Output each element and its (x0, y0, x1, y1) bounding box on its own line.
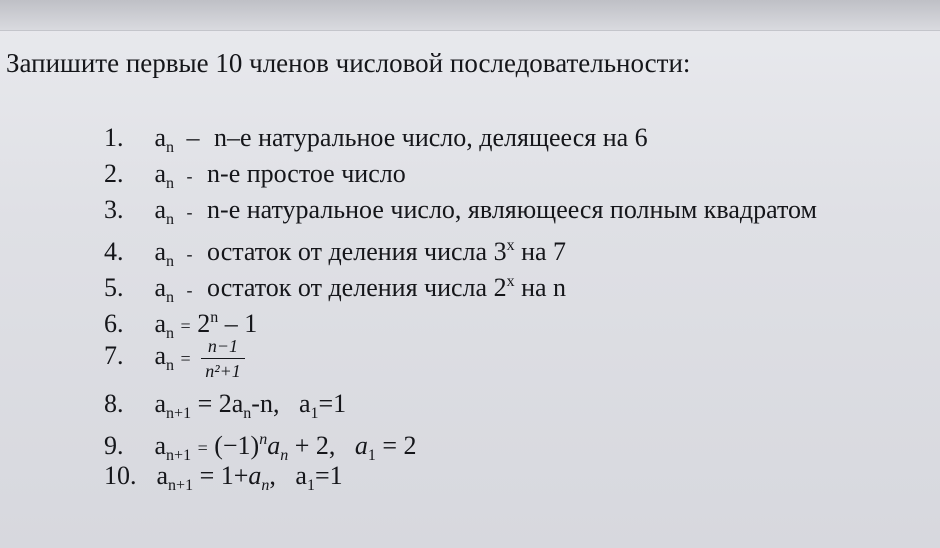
item-number: 4. (104, 237, 124, 266)
sequence-list (104, 120, 934, 494)
term-symbol: $a_n$ (154, 273, 175, 306)
term-symbol: $a_n$ (154, 341, 175, 375)
term-symbol: $a_n$ (154, 159, 175, 192)
separator: – (186, 123, 200, 152)
formula: 2$^n$ – 1 (197, 309, 258, 338)
list-item (104, 422, 934, 464)
initial-condition: $a_1=1$ (295, 461, 343, 494)
fraction-numerator: n−1 (201, 336, 245, 359)
equals-sign: = (199, 461, 215, 490)
item-number: 7. (104, 341, 124, 371)
item-text: остаток от деления числа 2$^x$ на n (207, 273, 567, 302)
list-item (104, 458, 934, 494)
item-number: 5. (104, 273, 124, 302)
initial-condition: $a_1 = 2$ (354, 431, 417, 464)
top-edge (0, 0, 940, 31)
list-item (104, 386, 934, 422)
item-number: 10. (104, 461, 137, 490)
formula: $1+a_n$, (220, 461, 276, 494)
item-number: 9. (104, 431, 124, 460)
term-symbol: $a_{n+1}$ (156, 461, 194, 494)
item-number: 8. (104, 389, 124, 418)
fraction-denominator: n²+1 (205, 361, 241, 381)
formula: $2a_n-n$, (218, 389, 280, 422)
term-symbol: $a_n$ (154, 237, 175, 270)
list-item (104, 300, 934, 342)
equals-sign: = (197, 438, 208, 458)
formula: $(-1)^na_n + 2$, (214, 431, 336, 464)
term-symbol: $a_{n+1}$ (154, 431, 192, 464)
term-symbol: $a_n$ (154, 123, 175, 156)
list-item (104, 156, 934, 192)
term-symbol: $a_n$ (154, 195, 175, 228)
list-item (104, 336, 934, 386)
separator: - (186, 280, 193, 300)
equals-sign: = (180, 348, 191, 369)
item-text: n-е простое число (207, 159, 406, 188)
item-text: остаток от деления числа 3$^x$ на 7 (207, 237, 567, 266)
separator: - (186, 202, 193, 222)
item-number: 2. (104, 159, 124, 188)
list-item (104, 264, 934, 306)
list-item (104, 228, 934, 270)
item-number: 3. (104, 195, 124, 224)
list-item (104, 192, 934, 228)
item-text: n–е натуральное число, делящееся на 6 (214, 123, 648, 152)
term-symbol: $a_n$ (154, 309, 175, 342)
equals-sign: = (197, 389, 213, 418)
initial-condition: $a_1=1$ (298, 389, 347, 422)
term-symbol: $a_{n+1}$ (154, 389, 192, 422)
separator: - (186, 166, 193, 186)
separator: - (186, 244, 193, 264)
fraction (201, 336, 245, 381)
item-number: 1. (104, 123, 124, 152)
page-title: Запишите первые 10 членов числовой последовательности: (6, 48, 691, 78)
item-text: n-е натуральное число, являющееся полным квадратом (207, 195, 817, 224)
list-item (104, 120, 934, 156)
item-number: 6. (104, 309, 124, 338)
equals-sign: = (180, 316, 191, 336)
